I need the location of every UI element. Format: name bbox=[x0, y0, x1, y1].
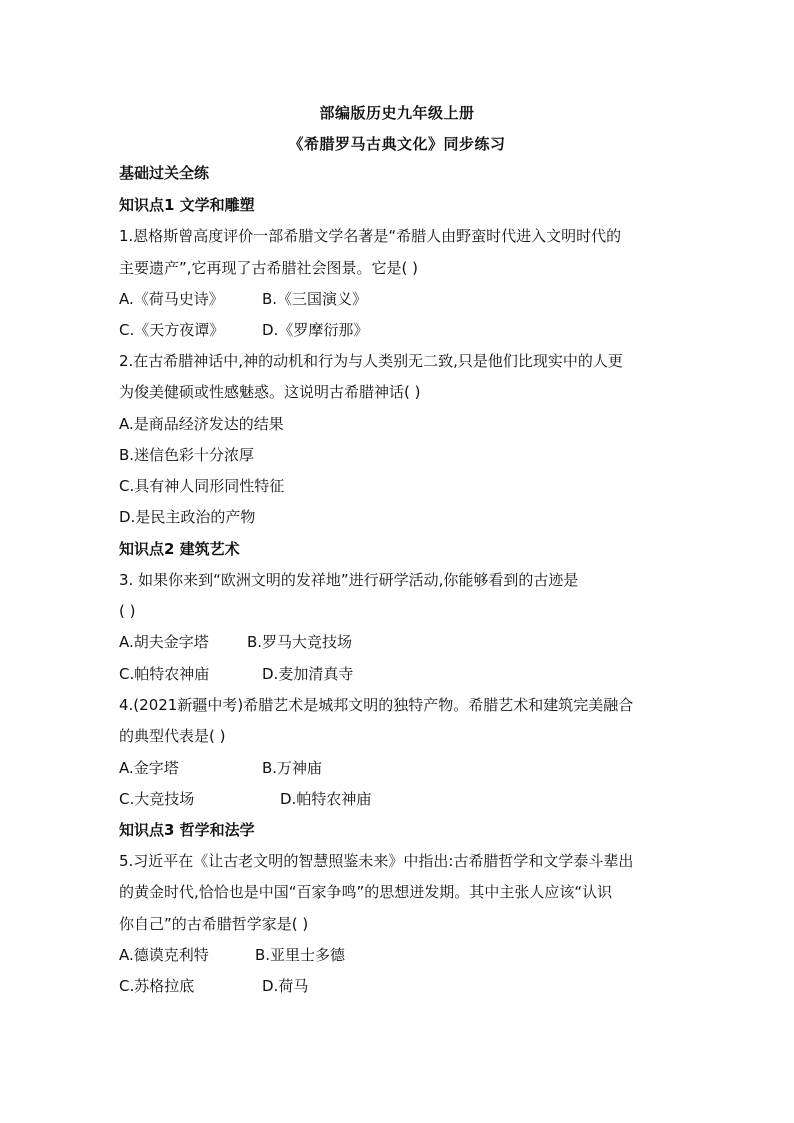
question-5-option-c: C.苏格拉底 bbox=[119, 977, 195, 995]
question-1-option-c: C.《天方夜谭》 bbox=[119, 321, 225, 339]
question-4-option-a: A.金字塔 bbox=[119, 759, 179, 777]
question-4-option-d: D.帕特农神庙 bbox=[280, 790, 372, 808]
question-3-text-line1: 3. 如果你来到“欧洲文明的发祥地”进行研学活动,你能够看到的古迹是 bbox=[119, 571, 579, 589]
question-1-text-line2: 主要遗产”,它再现了古希腊社会图景。它是( ) bbox=[119, 259, 419, 277]
question-2-option-a: A.是商品经济发达的结果 bbox=[119, 415, 284, 433]
question-5-text-line3: 你自己”的古希腊哲学家是( ) bbox=[119, 915, 309, 933]
question-1-text-line1: 1.恩格斯曾高度评价一部希腊文学名著是“希腊人由野蛮时代进入文明时代的 bbox=[119, 227, 622, 245]
question-5-text-line1: 5.习近平在《让古老文明的智慧照鉴未来》中指出:古希腊哲学和文学泰斗辈出 bbox=[119, 852, 634, 870]
question-4-option-b: B.万神庙 bbox=[262, 759, 323, 777]
question-4-text-line2: 的典型代表是( ) bbox=[119, 727, 226, 745]
question-5-text-line2: 的黄金时代,恰恰也是中国“百家争鸣”的思想迸发期。其中主张人应该“认识 bbox=[119, 883, 613, 901]
question-3-option-a: A.胡夫金字塔 bbox=[119, 633, 209, 651]
question-4-option-c: C.大竞技场 bbox=[119, 790, 195, 808]
question-1-option-a: A.《荷马史诗》 bbox=[119, 290, 224, 308]
question-5-option-d: D.荷马 bbox=[262, 977, 309, 995]
question-2-option-c: C.具有神人同形同性特征 bbox=[119, 477, 285, 495]
section-heading: 基础过关全练 bbox=[119, 164, 210, 182]
question-3-option-d: D.麦加清真寺 bbox=[262, 665, 354, 683]
knowledge-point-2-heading: 知识点2 建筑艺术 bbox=[119, 540, 240, 558]
question-3-option-b: B.罗马大竞技场 bbox=[247, 633, 353, 651]
question-2-option-b: B.迷信色彩十分浓厚 bbox=[119, 446, 255, 464]
knowledge-point-3-heading: 知识点3 哲学和法学 bbox=[119, 821, 255, 839]
question-1-option-b: B.《三国演义》 bbox=[262, 290, 368, 308]
question-5-option-b: B.亚里士多德 bbox=[255, 946, 346, 964]
question-4-text-line1: 4.(2021新疆中考)希腊艺术是城邦文明的独特产物。希腊艺术和建筑完美融合 bbox=[119, 696, 634, 714]
question-2-option-d: D.是民主政治的产物 bbox=[119, 508, 256, 526]
document-title: 部编版历史九年级上册 bbox=[319, 104, 475, 122]
question-2-text-line2: 为俊美健硕或性感魅惑。这说明古希腊神话( ) bbox=[119, 383, 421, 401]
knowledge-point-1-heading: 知识点1 文学和雕塑 bbox=[119, 196, 255, 214]
question-3-option-c: C.帕特农神庙 bbox=[119, 665, 210, 683]
question-5-option-a: A.德谟克利特 bbox=[119, 946, 209, 964]
document-subtitle: 《希腊罗马古典文化》同步练习 bbox=[288, 135, 506, 153]
question-1-option-d: D.《罗摩衍那》 bbox=[262, 321, 369, 339]
question-2-text-line1: 2.在古希腊神话中,神的动机和行为与人类别无二致,只是他们比现实中的人更 bbox=[119, 352, 623, 370]
question-3-text-line2: ( ) bbox=[119, 602, 136, 620]
